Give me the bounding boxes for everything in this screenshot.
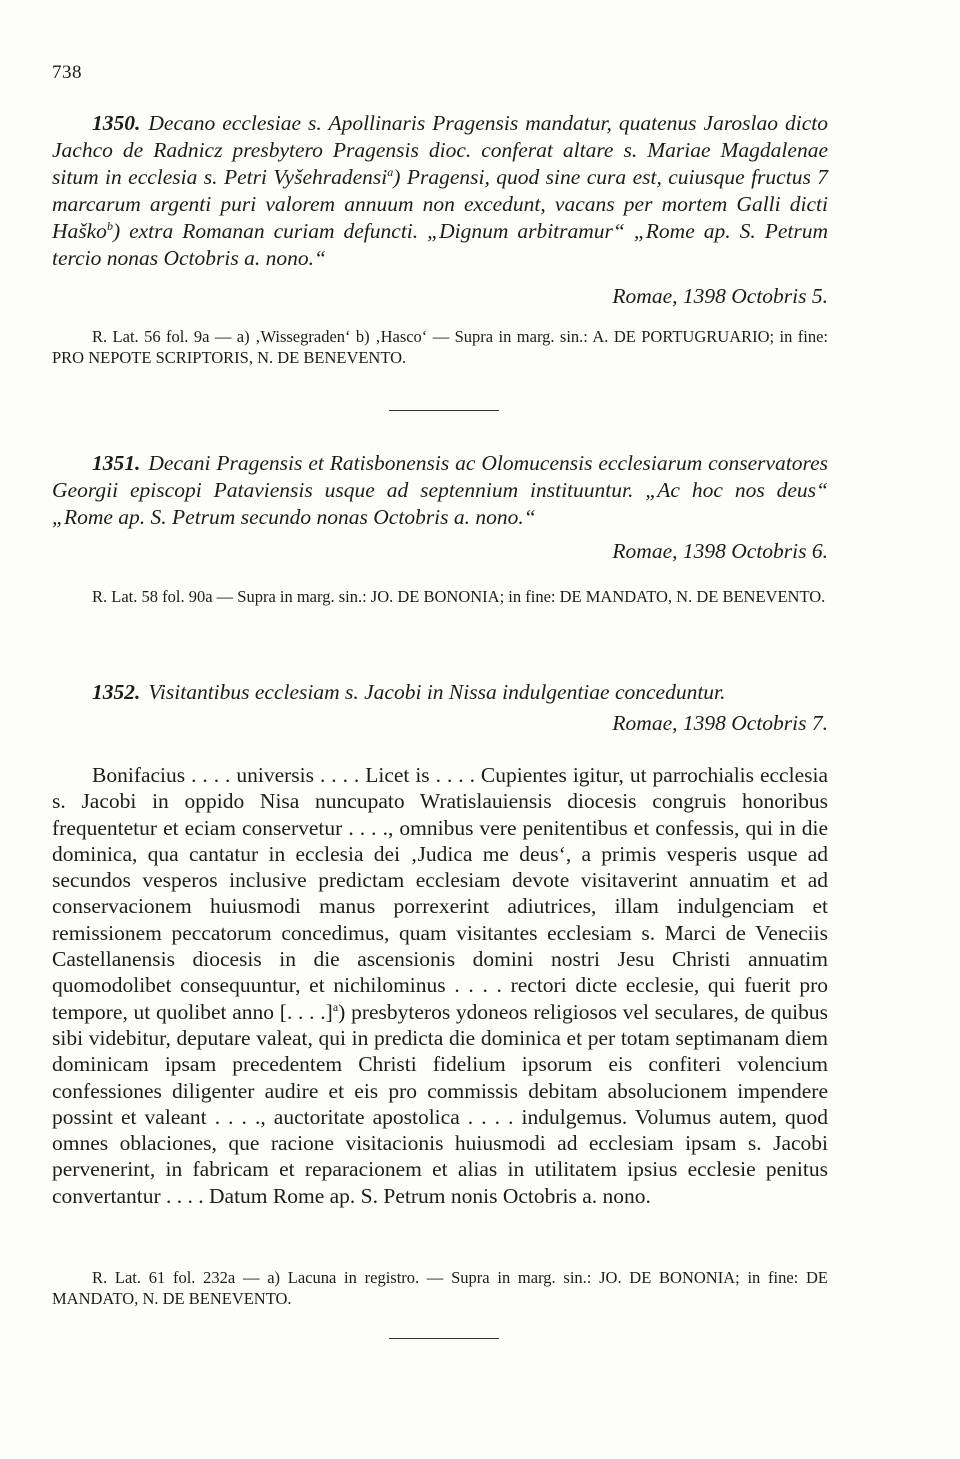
entry-1352-regest: [52, 679, 828, 706]
entry-1350-regest: [52, 110, 828, 272]
entry-1350-date: Romae, 1398 Octobris 5.: [612, 284, 828, 308]
footnote-mark: a: [387, 164, 394, 179]
entry-1351-regest: [52, 450, 828, 531]
apparatus-text: R. Lat. 58 fol. 90a — Supra in marg. sin.: JO. DE BONONIA; in fine: DE MANDATO, N. DE BENEVENTO.: [92, 587, 826, 606]
entry-number: 1351.: [92, 451, 141, 475]
regest-text: Visitantibus ecclesiam s. Jacobi in Nissa indulgentiae conceduntur.: [148, 680, 726, 704]
regest-text: Decani Pragensis et Ratisbonensis ac Olomucensis ecclesiarum conservatores Georgii episcopi Pataviensis usque ad septennium instituuntur. „Ac hoc nos deus“ „Rome ap. S. Petrum secundo nonas Octobris a. nono.“: [52, 451, 828, 529]
regest-text: ) Pragensi, quod sine cura est, cuiusque fructus 7 marcarum argenti puri valorem annuum non excedunt, vacans per mortem Galli dicti Haško: [52, 165, 828, 243]
footnote-mark: a: [332, 999, 339, 1014]
section-divider: [389, 1338, 499, 1339]
entry-1352-date: Romae, 1398 Octobris 7.: [612, 711, 828, 735]
page-number: 738: [52, 62, 82, 83]
entry-number: 1352.: [92, 680, 141, 704]
regest-text: ) extra Romanan curiam defuncti. „Dignum arbitramur“ „Rome ap. S. Petrum tercio nonas Octobris a. nono.“: [52, 219, 828, 270]
apparatus-text: R. Lat. 61 fol. 232a — a) Lacuna in registro. — Supra in marg. sin.: JO. DE BONONIA; in fine: DE MANDATO, N. DE BENEVENTO.: [52, 1268, 828, 1308]
footnote-mark: b: [106, 218, 113, 233]
entry-1351-date: Romae, 1398 Octobris 6.: [612, 539, 828, 563]
entry-1350-apparatus: [52, 326, 828, 368]
entry-1351-apparatus: [52, 586, 828, 607]
charter-text: Bonifacius . . . . universis . . . . Licet is . . . . Cupientes igitur, ut parrochialis ecclesia s. Jacobi in oppido Nisa nuncupato Wratislauiensis diocesis congruis honoribus frequentetur et eciam conservetur . . . ., omnibus vere penitentibus et confessis, qui in die dominica, qua cantatur in ecclesia dei ‚Judica me deus‘, a primis vesperis usque ad secundos vesperos inclusive predictam ecclesiam devote visitaverint annuatim et ad conservacionem huiusmodi manus porrexerint adiutrices, illam indulgenciam et remissionem peccatorum concedimus, quam visitantes ecclesiam s. Marci de Veneciis Castellanensis diocesis in die ascensionis domini nostri Jesu Christi annuatim quomodolibet consequuntur, et nichilominus . . . . rectori dicte ecclesie, qui fuerit pro tempore, ut quolibet anno [. . . .]: [52, 763, 828, 1024]
regest-text: Decano ecclesiae s. Apollinaris Pragensis mandatur, quatenus Jaroslao dicto Jachco de Radnicz presbytero Pragensis dioc. conferat altare s. Mariae Magdalenae situm in ecclesia s. Petri Vyšehradensi: [52, 111, 828, 189]
entry-1352-charter-text: [52, 762, 828, 1209]
section-divider: [389, 410, 499, 411]
apparatus-text: R. Lat. 56 fol. 9a — a) ‚Wissegraden‘ b) ‚Hasco‘ — Supra in marg. sin.: A. DE PORTUGRUARIO; in fine: PRO NEPOTE SCRIPTORIS, N. DE BENEVENTO.: [52, 327, 828, 367]
entry-1352-apparatus: [52, 1267, 828, 1309]
charter-text: ) presbyteros ydoneos religiosos vel seculares, de quibus sibi videbitur, deputare valeat, qui in predicta die dominica et per totam septimanam diem dominicam ipsam precedentem Christi fidelium ipsorum eis confiteri volencium confessiones diligenter audire et eis pro commissis debitam absolucionem impendere possint et valeant . . . ., auctoritate apostolica . . . . indulgemus. Volumus autem, quod omnes oblaciones, que racione visitacionis huiusmodi ad ecclesiam ipsam s. Jacobi pervenerint, in fabricam et reparacionem et alias in utilitatem ipsius ecclesie penitus convertantur . . . . Datum Rome ap. S. Petrum nonis Octobris a. nono.: [52, 999, 828, 1208]
entry-number: 1350.: [92, 111, 141, 135]
